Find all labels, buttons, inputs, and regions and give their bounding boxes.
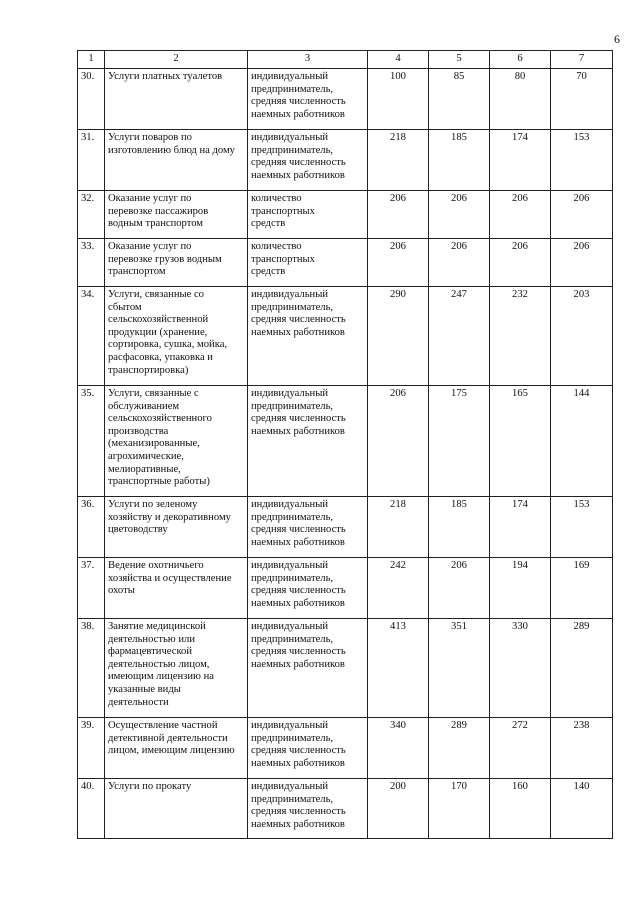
service-name: Услуги, связанные со сбытом сельскохозяйственной продукции (хранение, сортировка, сушка, мойка, расфасовка, упаковка и транспортировка) [105, 287, 248, 386]
table-row [78, 718, 613, 779]
value-col6: 232 [490, 287, 551, 386]
indicator: количество транспортных средств [248, 239, 368, 287]
header-cell: 3 [248, 51, 368, 69]
row-number: 33. [78, 239, 105, 287]
value-col5: 247 [429, 287, 490, 386]
value-col4: 206 [368, 386, 429, 497]
table-row [78, 130, 613, 191]
value-col4: 413 [368, 619, 429, 718]
value-col7: 169 [551, 558, 613, 619]
value-col7: 153 [551, 497, 613, 558]
row-number: 36. [78, 497, 105, 558]
value-col6: 165 [490, 386, 551, 497]
value-col4: 206 [368, 191, 429, 239]
value-col4: 290 [368, 287, 429, 386]
header-cell: 2 [105, 51, 248, 69]
value-col6: 206 [490, 239, 551, 287]
service-name: Услуги платных туалетов [105, 69, 248, 130]
value-col6: 174 [490, 497, 551, 558]
table-row [78, 619, 613, 718]
page-number: 6 [614, 32, 620, 46]
row-number: 32. [78, 191, 105, 239]
value-col7: 206 [551, 191, 613, 239]
value-col6: 194 [490, 558, 551, 619]
value-col6: 206 [490, 191, 551, 239]
table-row [78, 191, 613, 239]
header-cell: 7 [551, 51, 613, 69]
service-name: Осуществление частной детективной деятельности лицом, имеющим лицензию [105, 718, 248, 779]
service-name: Услуги, связанные с обслуживанием сельскохозяйственного производства (механизированные, агрохимические, мелиоративные, транспортные работы) [105, 386, 248, 497]
value-col7: 140 [551, 779, 613, 839]
indicator: индивидуальный предприниматель, средняя численность наемных работников [248, 386, 368, 497]
service-name: Занятие медицинской деятельностью или фармацевтической деятельностью лицом, имеющим лицензию на указанные виды деятельности [105, 619, 248, 718]
value-col6: 330 [490, 619, 551, 718]
value-col5: 206 [429, 558, 490, 619]
row-number: 30. [78, 69, 105, 130]
tariff-table [77, 50, 613, 839]
row-number: 35. [78, 386, 105, 497]
service-name: Услуги по зеленому хозяйству и декоративному цветоводству [105, 497, 248, 558]
value-col4: 340 [368, 718, 429, 779]
value-col5: 185 [429, 130, 490, 191]
value-col5: 351 [429, 619, 490, 718]
value-col7: 206 [551, 239, 613, 287]
row-number: 31. [78, 130, 105, 191]
value-col5: 185 [429, 497, 490, 558]
indicator: индивидуальный предприниматель, средняя численность наемных работников [248, 779, 368, 839]
indicator: индивидуальный предприниматель, средняя численность наемных работников [248, 287, 368, 386]
value-col5: 85 [429, 69, 490, 130]
indicator: индивидуальный предприниматель, средняя численность наемных работников [248, 718, 368, 779]
indicator: индивидуальный предприниматель, средняя численность наемных работников [248, 69, 368, 130]
table-row [78, 558, 613, 619]
service-name: Услуги по прокату [105, 779, 248, 839]
table-row [78, 386, 613, 497]
value-col7: 144 [551, 386, 613, 497]
header-cell: 5 [429, 51, 490, 69]
value-col7: 153 [551, 130, 613, 191]
value-col4: 242 [368, 558, 429, 619]
header-cell: 4 [368, 51, 429, 69]
header-cell: 1 [78, 51, 105, 69]
value-col7: 289 [551, 619, 613, 718]
value-col7: 203 [551, 287, 613, 386]
value-col6: 80 [490, 69, 551, 130]
value-col4: 100 [368, 69, 429, 130]
value-col7: 238 [551, 718, 613, 779]
indicator: индивидуальный предприниматель, средняя численность наемных работников [248, 130, 368, 191]
header-cell: 6 [490, 51, 551, 69]
table-row [78, 239, 613, 287]
value-col6: 160 [490, 779, 551, 839]
table-row [78, 779, 613, 839]
value-col4: 206 [368, 239, 429, 287]
row-number: 37. [78, 558, 105, 619]
row-number: 38. [78, 619, 105, 718]
indicator: индивидуальный предприниматель, средняя численность наемных работников [248, 497, 368, 558]
value-col5: 289 [429, 718, 490, 779]
value-col4: 200 [368, 779, 429, 839]
indicator: количество транспортных средств [248, 191, 368, 239]
indicator: индивидуальный предприниматель, средняя численность наемных работников [248, 558, 368, 619]
value-col6: 174 [490, 130, 551, 191]
row-number: 39. [78, 718, 105, 779]
indicator: индивидуальный предприниматель, средняя численность наемных работников [248, 619, 368, 718]
service-name: Ведение охотничьего хозяйства и осуществление охоты [105, 558, 248, 619]
value-col7: 70 [551, 69, 613, 130]
row-number: 34. [78, 287, 105, 386]
header-row [78, 51, 613, 69]
service-name: Оказание услуг по перевозке грузов водным транспортом [105, 239, 248, 287]
value-col4: 218 [368, 130, 429, 191]
service-name: Оказание услуг по перевозке пассажиров водным транспортом [105, 191, 248, 239]
value-col6: 272 [490, 718, 551, 779]
table-row [78, 497, 613, 558]
value-col5: 206 [429, 191, 490, 239]
value-col5: 175 [429, 386, 490, 497]
table-row [78, 287, 613, 386]
value-col5: 206 [429, 239, 490, 287]
value-col4: 218 [368, 497, 429, 558]
value-col5: 170 [429, 779, 490, 839]
row-number: 40. [78, 779, 105, 839]
table-row [78, 69, 613, 130]
service-name: Услуги поваров по изготовлению блюд на дому [105, 130, 248, 191]
